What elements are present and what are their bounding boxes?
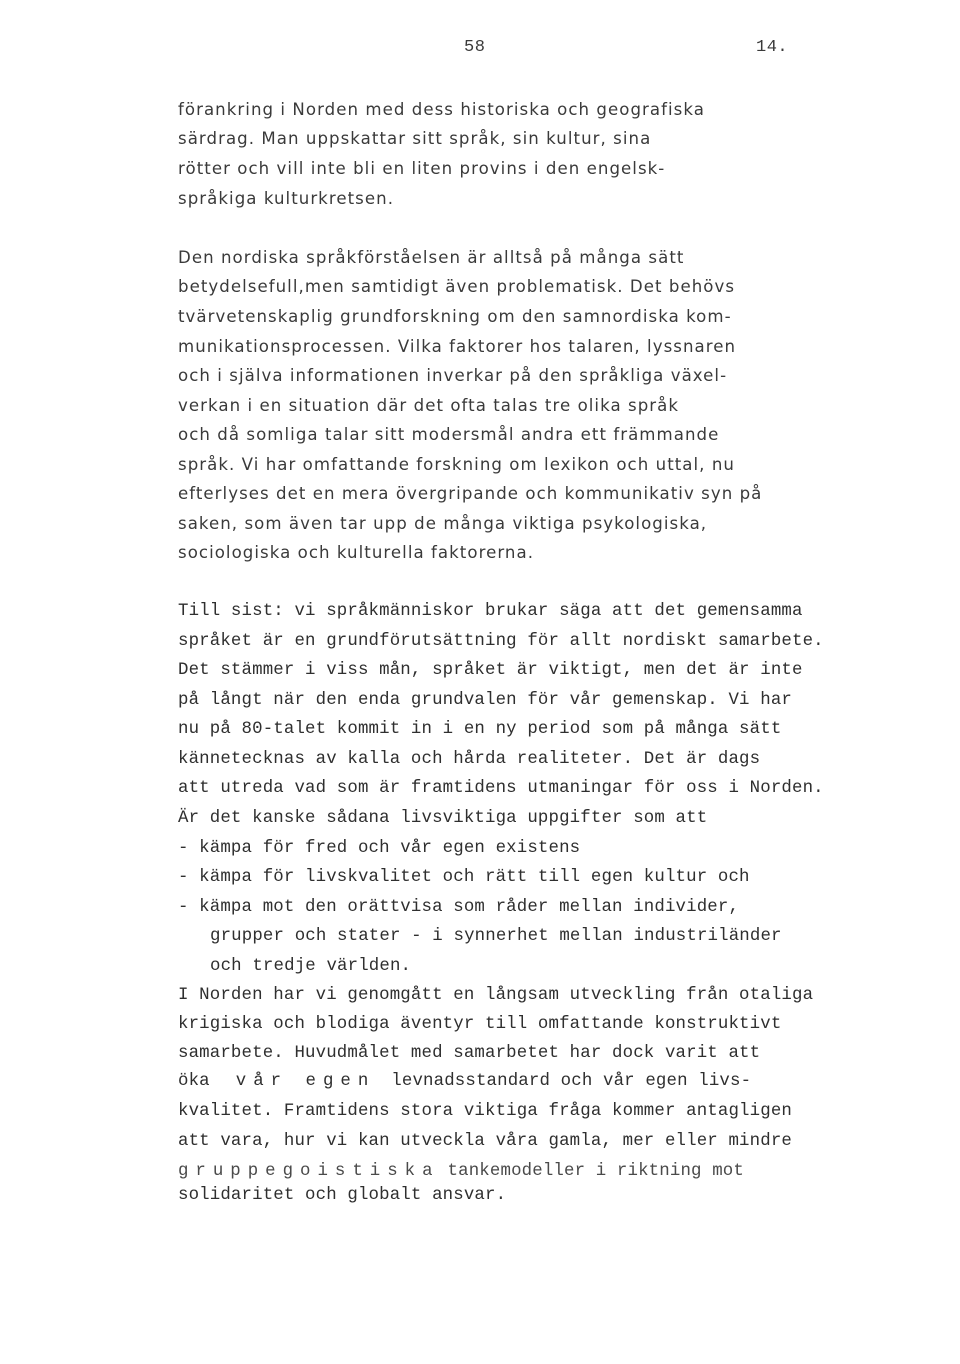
list-item: - kämpa mot den orättvisa som råder mellan individer, <box>178 898 740 917</box>
text-line: verkan i en situation där det ofta talas tre olika språk <box>178 396 680 415</box>
text-line: Det stämmer i viss mån, språket är viktigt, men det är inte <box>178 661 803 680</box>
list-item: - kämpa för livskvalitet och rätt till egen kultur och <box>178 868 750 887</box>
text-line: saken, som även tar upp de många viktiga psykologiska, <box>178 514 708 533</box>
text-line: solidaritet och globalt ansvar. <box>178 1186 507 1205</box>
text-fragment: tankemodeller i riktning mot <box>447 1162 744 1181</box>
text-line: samarbete. Huvudmålet med samarbetet har dock varit att <box>178 1044 761 1063</box>
text-line: rötter och vill inte bli en liten provins i den engelsk- <box>178 159 666 178</box>
text-line: krigiska och blodiga äventyr till omfattande konstruktivt <box>178 1015 782 1034</box>
text-line: att utreda vad som är framtidens utmaningar för oss i Norden. <box>178 779 824 798</box>
text-line: kännetecknas av kalla och hårda realiteter. Det är dags <box>178 750 761 769</box>
text-line: nu på 80-talet kommit in i en ny period som på många sätt <box>178 720 782 739</box>
list-item: - kämpa för fred och vår egen existens <box>178 839 581 858</box>
text-line: särdrag. Man uppskattar sitt språk, sin kultur, sina <box>178 129 652 148</box>
text-line <box>178 1072 751 1092</box>
spaced-text-fragment: vår egen <box>235 1072 376 1091</box>
text-line: Är det kanske sådana livsviktiga uppgifter som att <box>178 809 708 828</box>
text-line: och i själva informationen inverkar på den språkliga växel- <box>178 366 728 385</box>
text-fragment: levnadsstandard och vår egen livs- <box>391 1072 752 1091</box>
text-line: kvalitet. Framtidens stora viktiga fråga kommer antagligen <box>178 1102 792 1121</box>
text-line: sociologiska och kulturella faktorerna. <box>178 543 535 562</box>
text-line: betydelsefull,men samtidigt även problematisk. Det behövs <box>178 277 736 296</box>
text-line: tvärvetenskaplig grundforskning om den samnordiska kom- <box>178 307 732 326</box>
page-number: 58 <box>464 38 486 57</box>
text-line: Till sist: vi språkmänniskor brukar säga att det gemensamma <box>178 602 803 621</box>
text-line: språket är en grundförutsättning för allt nordiskt samarbete. <box>178 632 824 651</box>
section-number: 14. <box>756 38 789 57</box>
text-line: språk. Vi har omfattande forskning om lexikon och uttal, nu <box>178 455 735 474</box>
text-line: I Norden har vi genomgått en långsam utveckling från otaliga <box>178 986 814 1005</box>
text-line: munikationsprocessen. Vilka faktorer hos talaren, lyssnaren <box>178 337 737 356</box>
text-line: att vara, hur vi kan utveckla våra gamla, mer eller mindre <box>178 1132 792 1151</box>
spaced-text-fragment: gruppegoistiska <box>178 1162 440 1181</box>
list-item-continuation: och tredje världen. <box>210 957 412 976</box>
text-fragment: öka <box>178 1072 210 1091</box>
text-line: förankring i Norden med dess historiska och geografiska <box>178 100 705 119</box>
text-line <box>178 1162 744 1182</box>
text-line: språkiga kulturkretsen. <box>178 189 395 208</box>
text-line: på långt när den enda grundvalen för vår gemenskap. Vi har <box>178 691 792 710</box>
text-line: och då somliga talar sitt modersmål andra ett främmande <box>178 425 720 444</box>
list-item-continuation: grupper och stater - i synnerhet mellan industriländer <box>210 927 782 946</box>
text-line: Den nordiska språkförståelsen är alltså på många sätt <box>178 248 685 267</box>
text-line: efterlyses det en mera övergripande och kommunikativ syn på <box>178 484 763 503</box>
